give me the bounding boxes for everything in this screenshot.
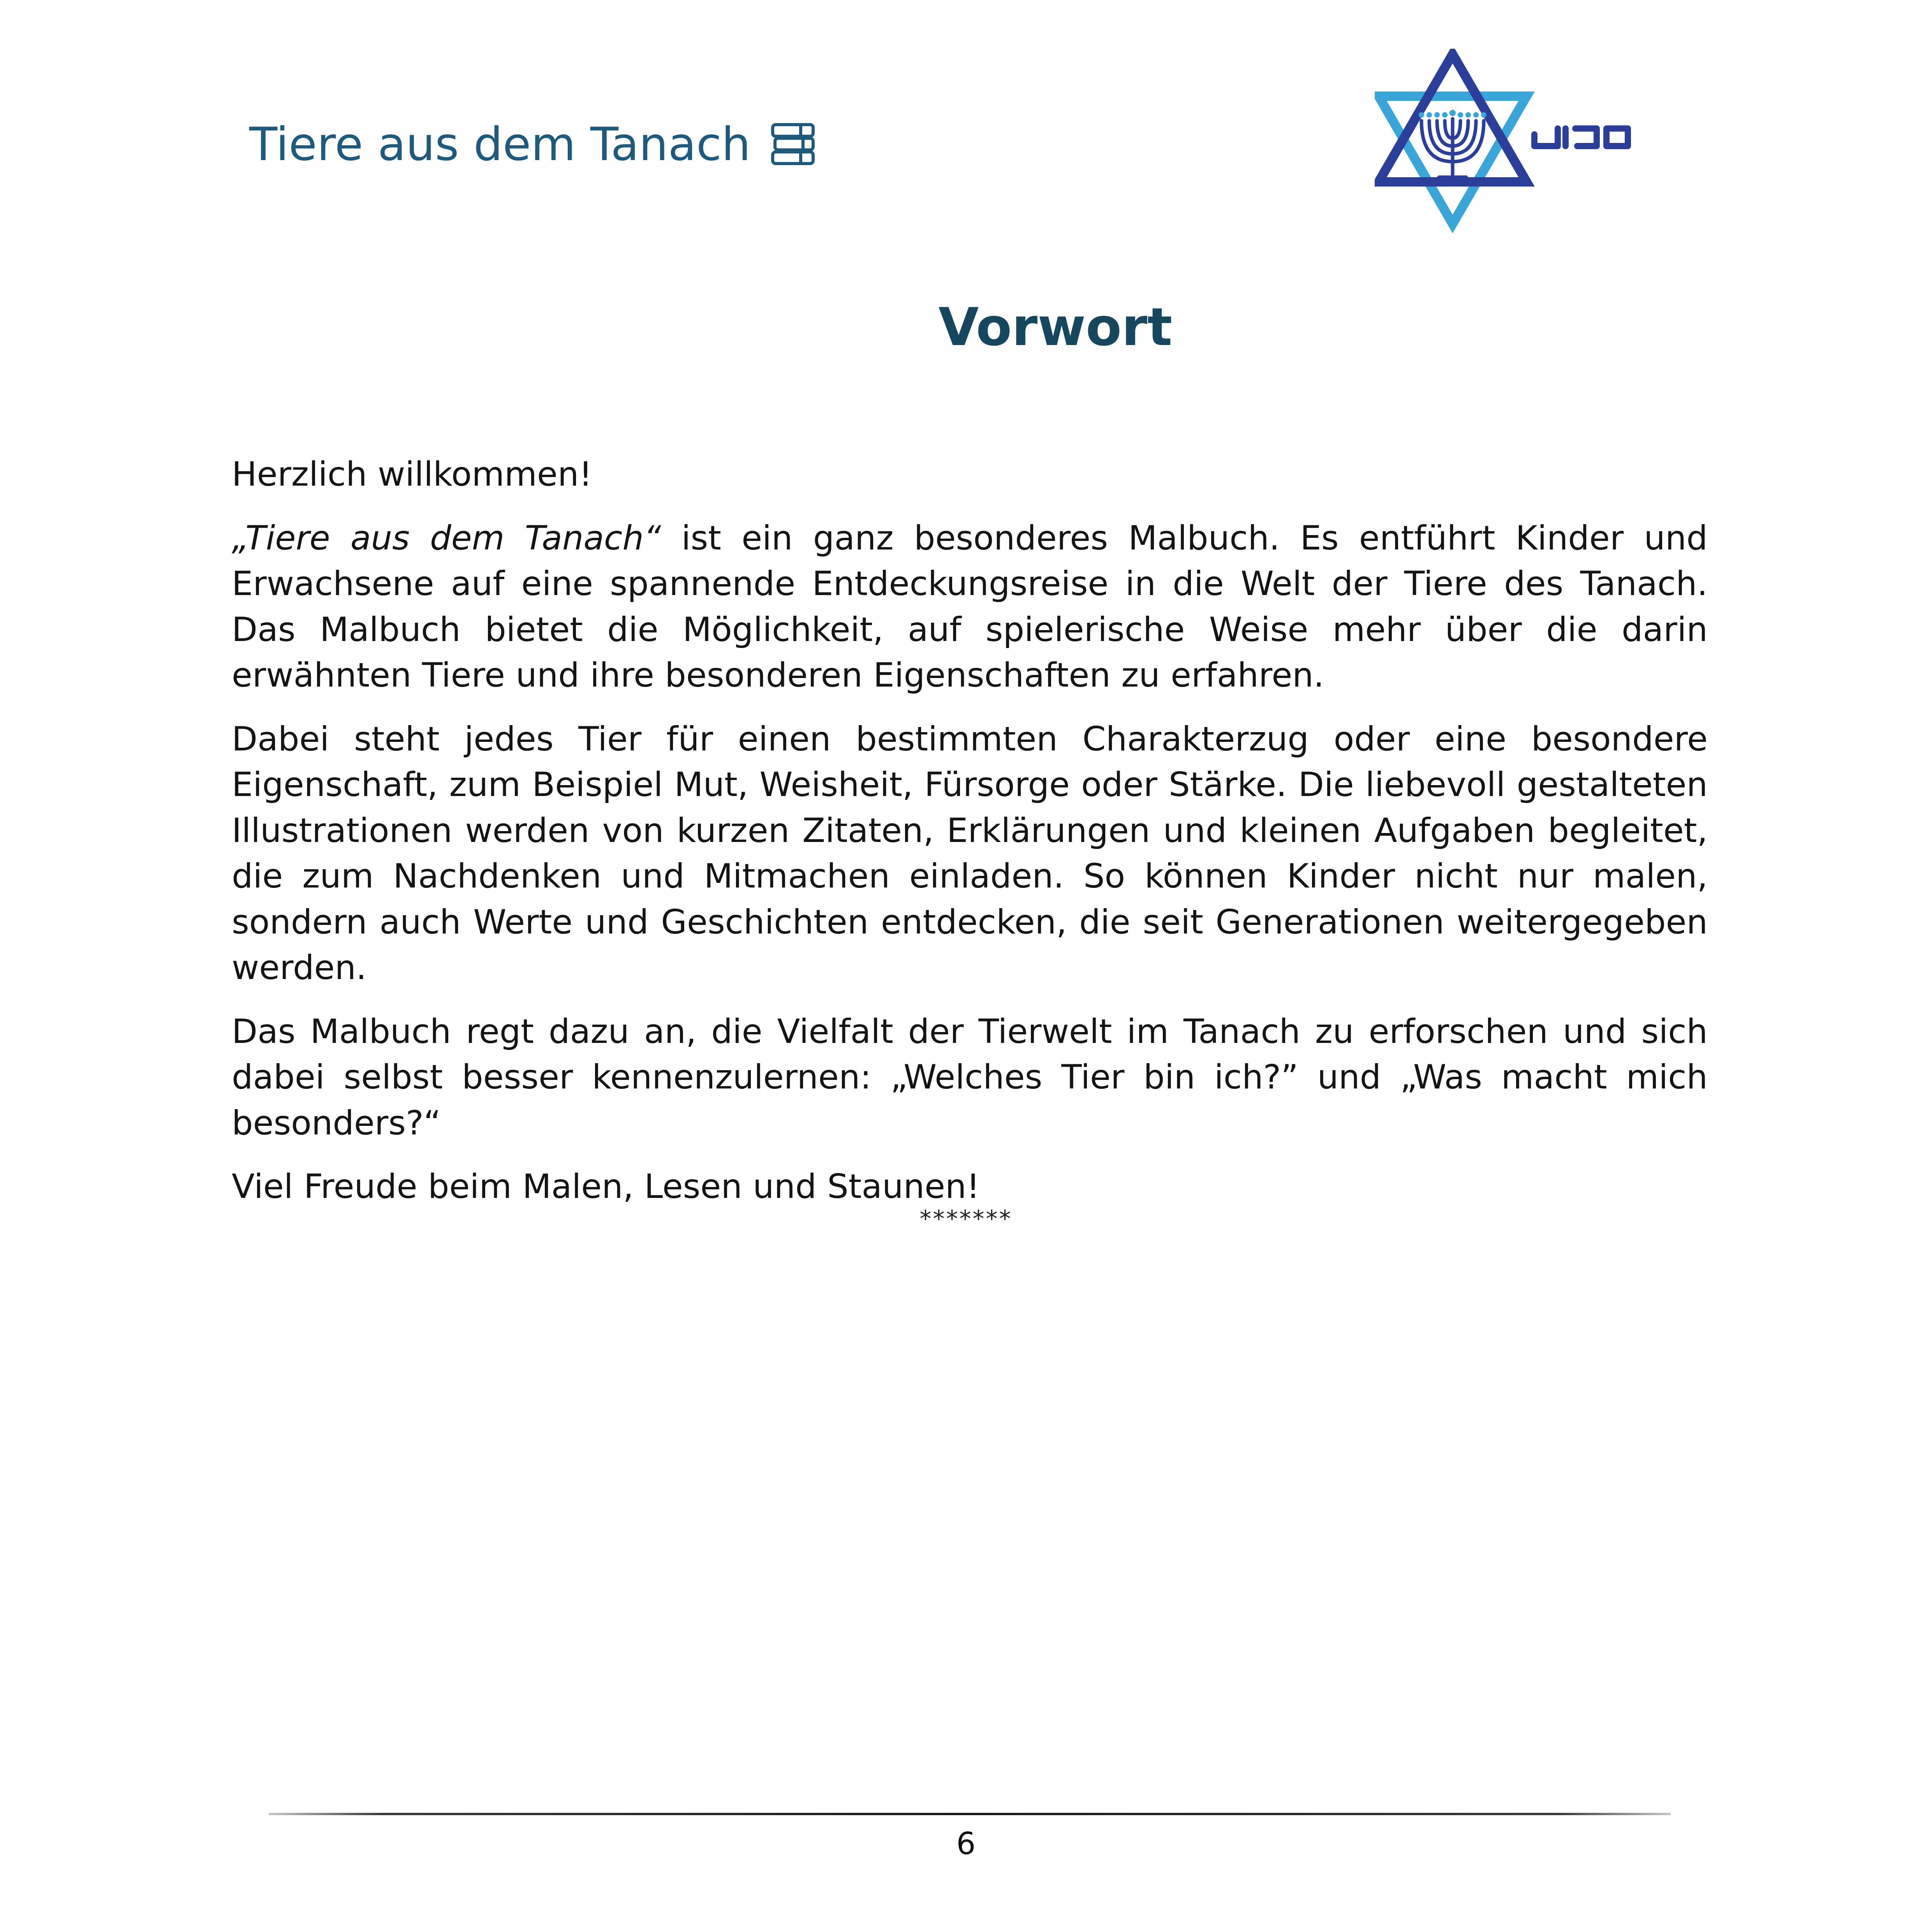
section-separator: *******	[919, 1205, 1013, 1233]
page-number: 6	[956, 1826, 976, 1862]
discovery-paragraph: Das Malbuch regt dazu an, die Vielfalt der Tierwelt im Tanach zu erforschen und sich dabei selbst besser kennenzulernen: „Welches Tier bin ich?” und „Was macht mich besonders?“	[232, 1012, 1708, 1143]
intro-paragraph	[232, 516, 1708, 699]
closing-paragraph: Viel Freude beim Malen, Lesen und Staunen!	[232, 1167, 980, 1206]
running-header	[249, 117, 816, 171]
books-icon	[770, 121, 816, 167]
book-title-italic: „Tiere aus dem Tanach“	[232, 518, 661, 558]
page-title: Vorwort	[938, 297, 1173, 358]
traits-paragraph: Dabei steht jedes Tier für einen bestimmten Charakterzug oder eine besondere Eigenschaft, zum Beispiel Mut, Weisheit, Fürsorge oder Stärke. Die liebevoll gestalteten Illustrationen werden von kurzen Zitaten, Erklärungen und kleinen Aufgaben begleitet, die zum Nachdenken und Mitmachen einladen. So können Kinder nicht nur malen, sondern auch Werte und Geschichten entdecken, die seit Generationen weitergegeben werden.	[232, 719, 1708, 987]
footer-divider	[269, 1813, 1671, 1815]
running-header-title: Tiere aus dem Tanach	[249, 117, 751, 171]
intro-paragraph-text: ist ein ganz besonderes Malbuch. Es entführt Kinder und Erwachsene auf eine spannende Entdeckungsreise in die Welt der Tiere des Tanach. Das Malbuch bietet die Möglichkeit, auf spielerische Weise mehr über die darin erwähnten Tiere und ihre besonderen Eigenschaften zu erfahren.	[232, 518, 1708, 695]
star-of-david-menorah-logo	[1375, 49, 1655, 243]
greeting-paragraph: Herzlich willkommen!	[232, 455, 592, 494]
foreword-text	[232, 452, 1708, 1228]
